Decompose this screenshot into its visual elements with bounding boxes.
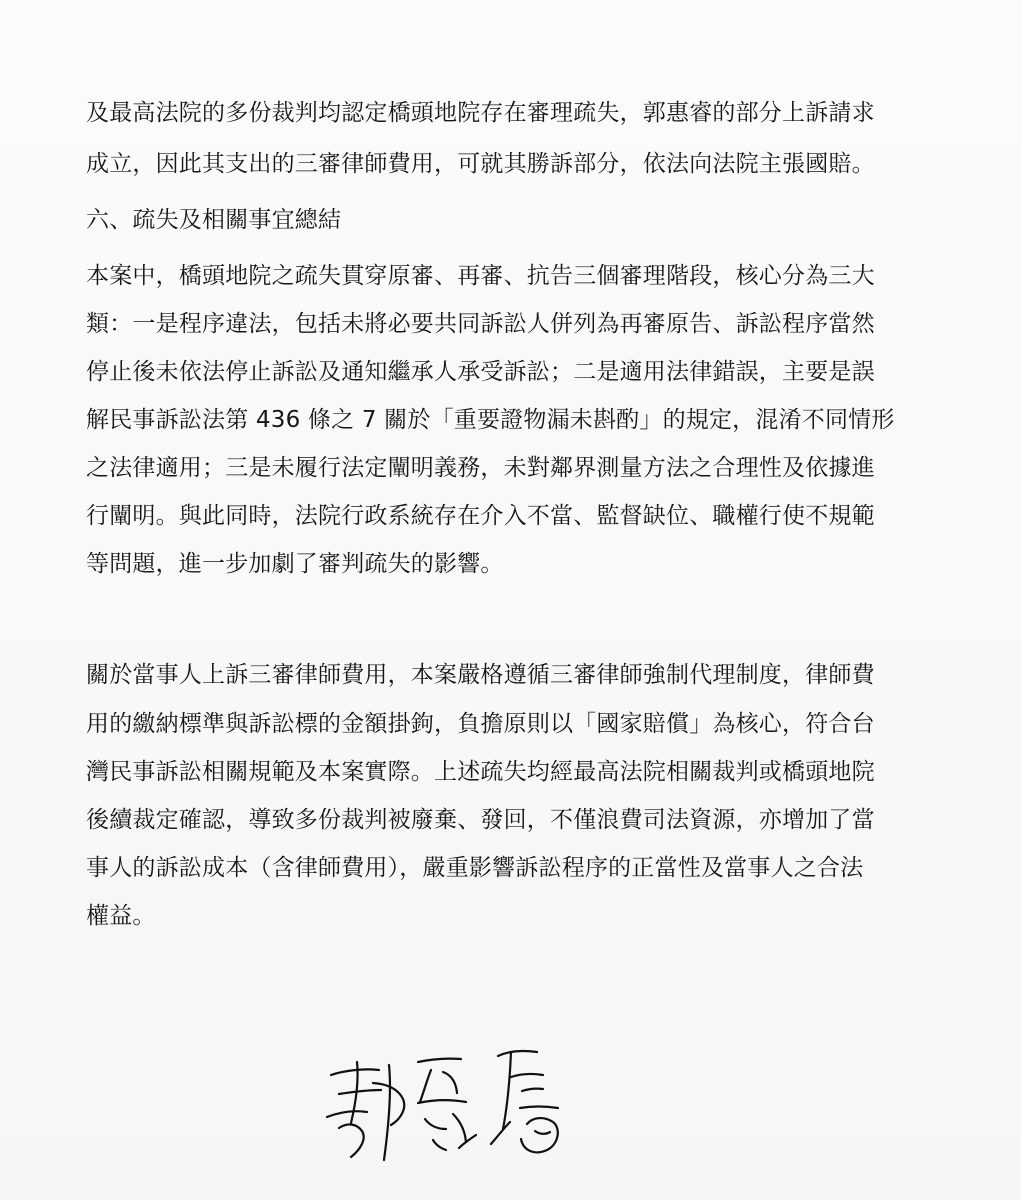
paragraph-fees-line: 後續裁定確認，導致多份裁判被廢棄、發回，不僅浪費司法資源，亦增加了當 — [86, 807, 875, 833]
paragraph-summary-line: 之法律適用；三是未履行法定闡明義務，未對鄰界測量方法之合理性及依據進 — [86, 455, 875, 481]
paragraph-summary-line: 類：一是程序違法，包括未將必要共同訴訟人併列為再審原告、訴訟程序當然 — [86, 311, 875, 337]
paragraph-top-line: 成立，因此其支出的三審律師費用，可就其勝訴部分，依法向法院主張國賠。 — [86, 151, 875, 177]
paragraph-summary-line: 解民事訴訟法第 436 條之 7 關於「重要證物漏未斟酌」的規定，混淆不同情形 — [86, 407, 895, 433]
signature-image — [315, 1040, 585, 1180]
paragraph-fees-line: 用的繳納標準與訴訟標的金額掛鉤，負擔原則以「國家賠償」為核心，符合台 — [86, 711, 875, 737]
paragraph-fees-line: 事人的訴訟成本（含律師費用），嚴重影響訴訟程序的正當性及當事人之合法 — [86, 855, 864, 881]
paragraph-summary-line: 停止後未依法停止訴訟及通知繼承人承受訴訟；二是適用法律錯誤，主要是誤 — [86, 359, 875, 385]
paragraph-summary-line: 本案中，橋頭地院之疏失貫穿原審、再審、抗告三個審理階段，核心分為三大 — [86, 263, 875, 289]
paragraph-fees-line: 權益。 — [86, 903, 156, 929]
paragraph-summary-line: 等問題，進一步加劇了審判疏失的影響。 — [86, 551, 504, 577]
paragraph-summary-line: 行闡明。與此同時，法院行政系統存在介入不當、監督缺位、職權行使不規範 — [86, 503, 875, 529]
paragraph-top-line: 及最高法院的多份裁判均認定橋頭地院存在審理疏失，郭惠睿的部分上訴請求 — [86, 100, 875, 126]
handwritten-signature — [315, 1040, 585, 1180]
paragraph-fees-line: 關於當事人上訴三審律師費用，本案嚴格遵循三審律師強制代理制度，律師費 — [86, 662, 875, 688]
paragraph-fees-line: 灣民事訴訟相關規範及本案實際。上述疏失均經最高法院相關裁判或橋頭地院 — [86, 759, 875, 785]
section-heading: 六、疏失及相關事宜總結 — [86, 207, 342, 233]
